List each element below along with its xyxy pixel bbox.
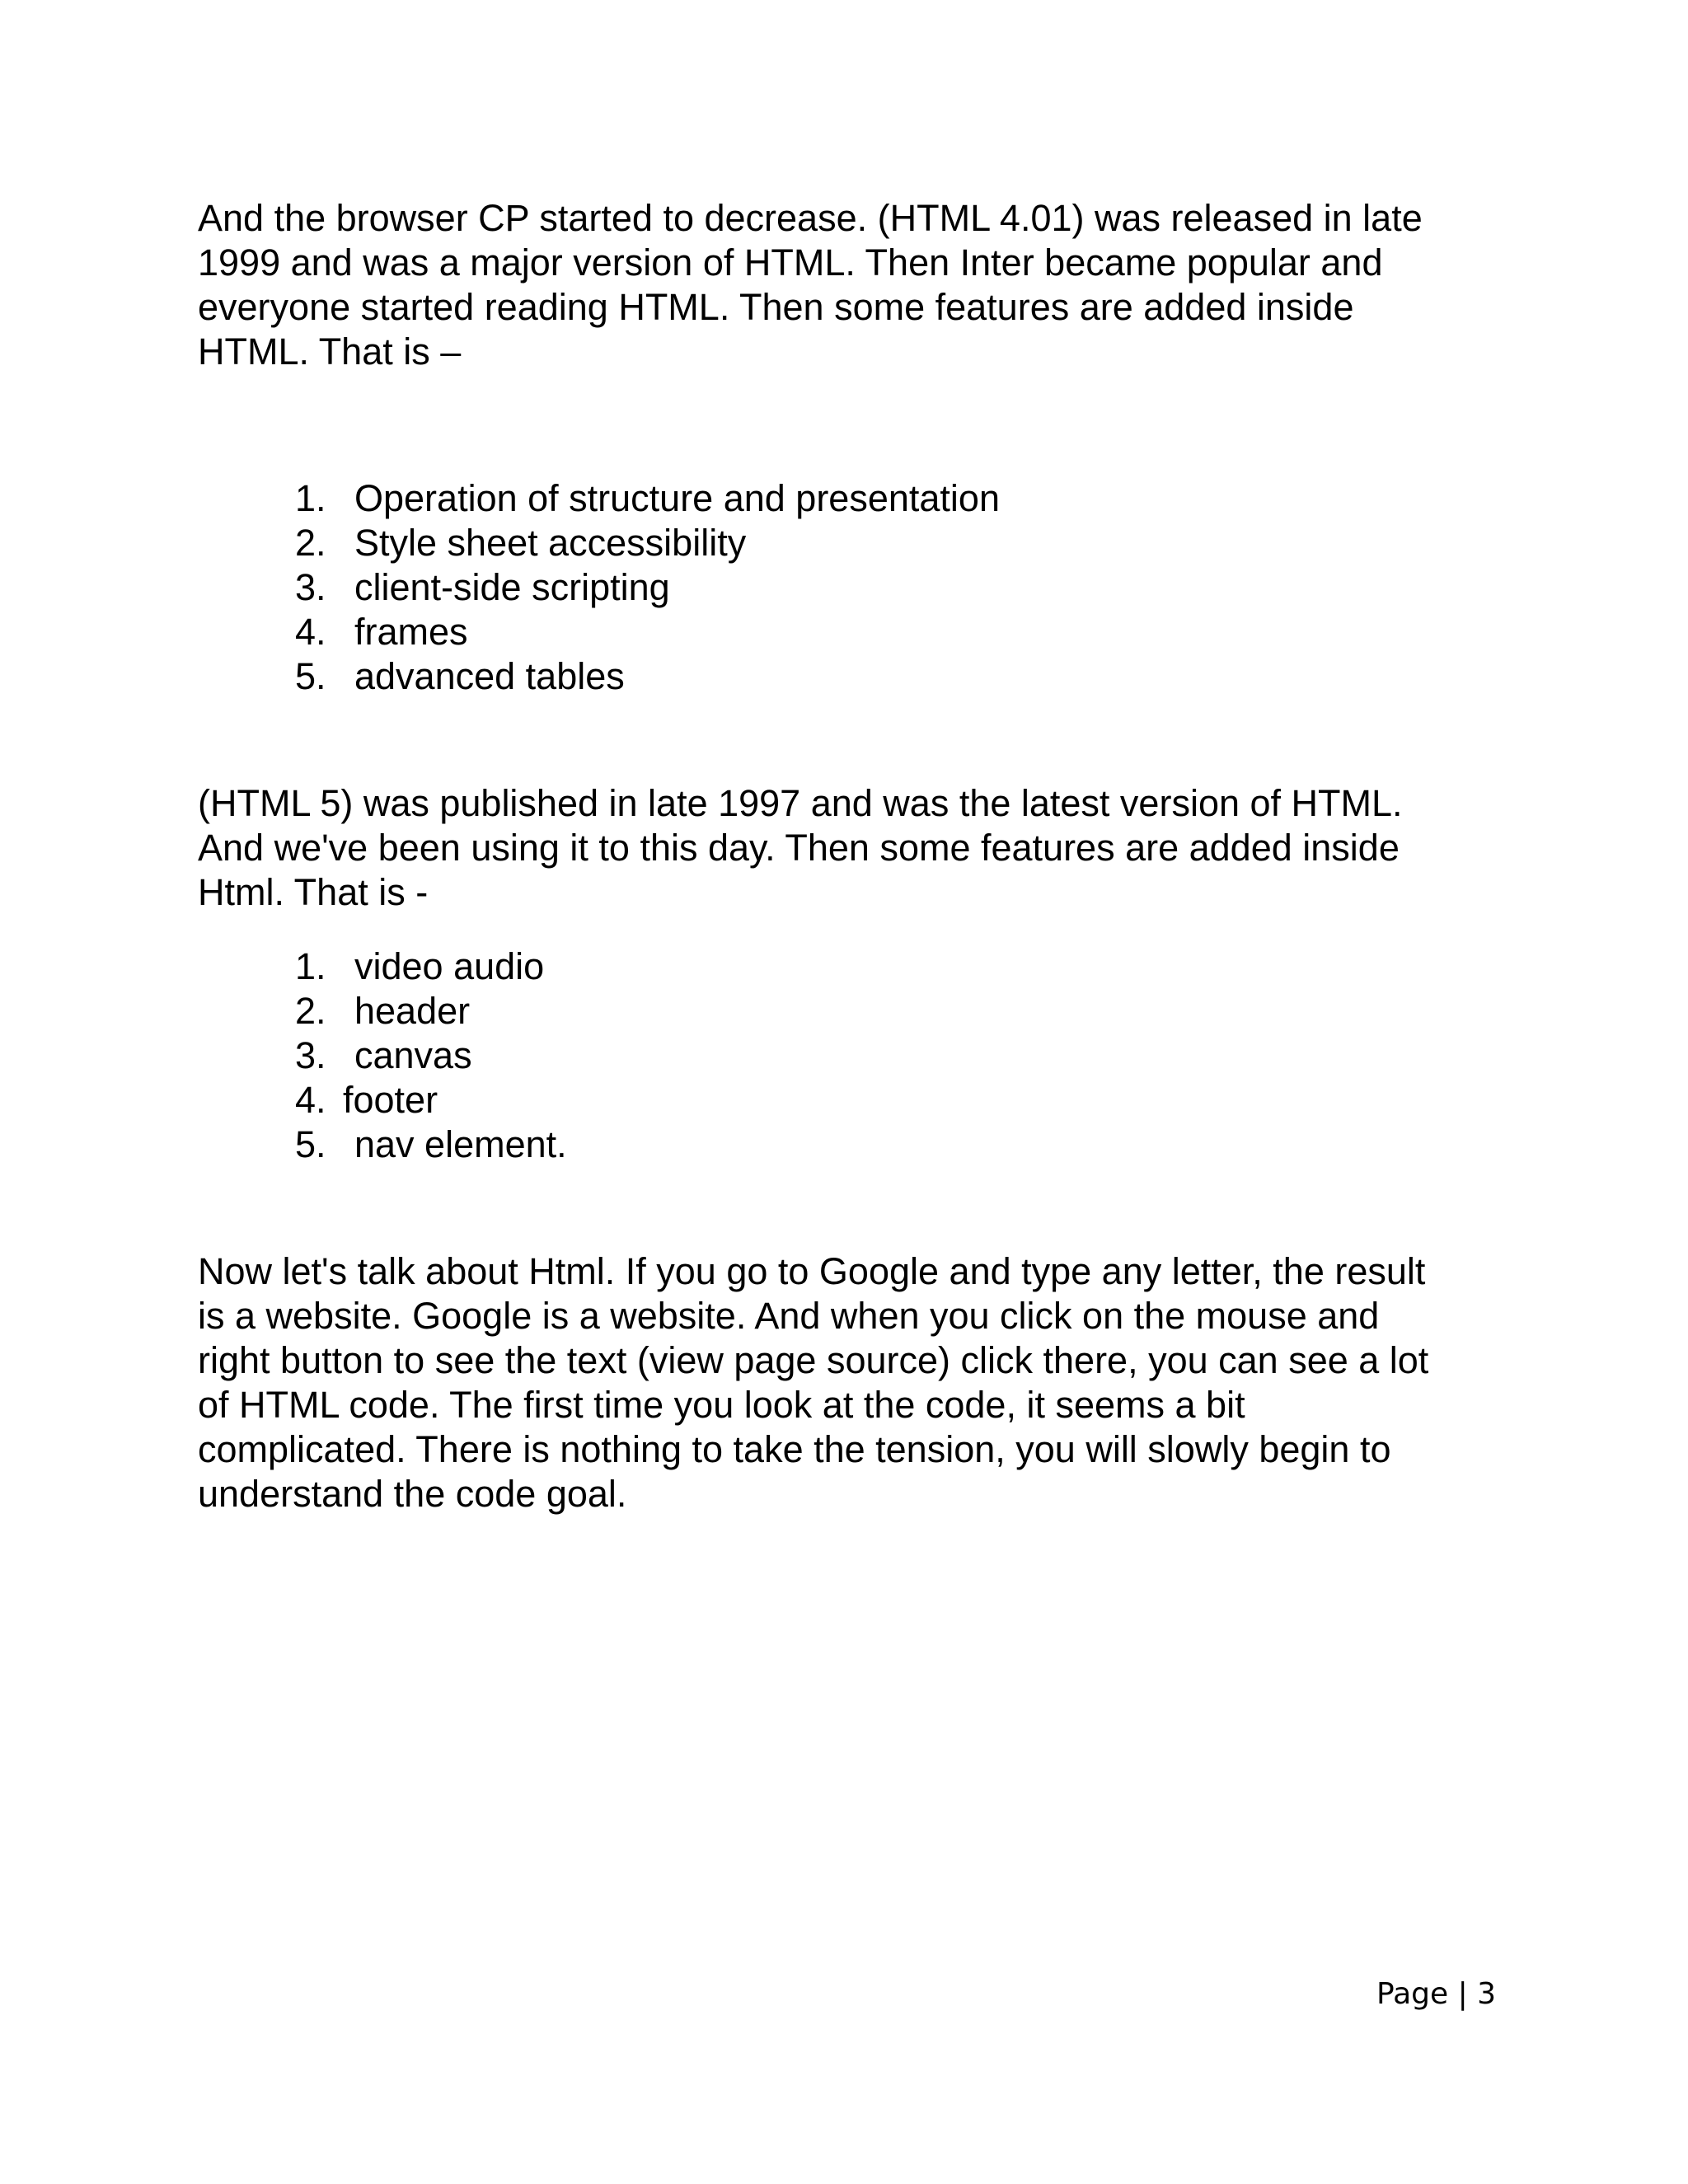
document-page: And the browser CP started to decrease. (HTML 4.01) was released in late 1999 and was a major version of HTML. Then Inter became popular and everyone started reading HTML. Then some features are added inside HTML. That is – 1. Operation of structure and presentation 2. Style sheet accessibility 3. client-side scripting 4. frames 5. advanced tables (HTML 5) was published in late 1997 and was the latest version of HTML. And we've been using it to this day. Then some features are added inside Html. That is - 1. video audio 2. header 3. canvas 4. footer 5. nav element. Now let's talk about Html. If you go to Google and type any letter, the result is a website. Google is a website. And when you click on the mouse and right button to see the text (view page source) click there, you can see a lot of HTML code. The first time you look at the code, it seems a bit complicated. There is nothing to take the tension, you will slowly begin to understand the code goal. Page | 3 [0,0,1688,2184]
paragraph-html401: And the browser CP started to decrease. (HTML 4.01) was released in late 1999 and was a major version of HTML. Then Inter became popular and everyone started reading HTML. Then some features are added inside HTML. That is – [198,197,1423,373]
paragraph-html-intro: Now let's talk about Html. If you go to Google and type any letter, the result is a website. Google is a website. And when you click on the mouse and right button to see the text (view page source) click there, you can see a lot of HTML code. The first time you look at the code, it seems a bit complicated. There is nothing to take the tension, you will slowly begin to understand the code goal. [198,1250,1429,1515]
page-number: Page | 3 [1376,1977,1497,2011]
paragraph-html5: (HTML 5) was published in late 1997 and was the latest version of HTML. And we've been using it to this day. Then some features are added inside Html. That is - [198,782,1403,913]
